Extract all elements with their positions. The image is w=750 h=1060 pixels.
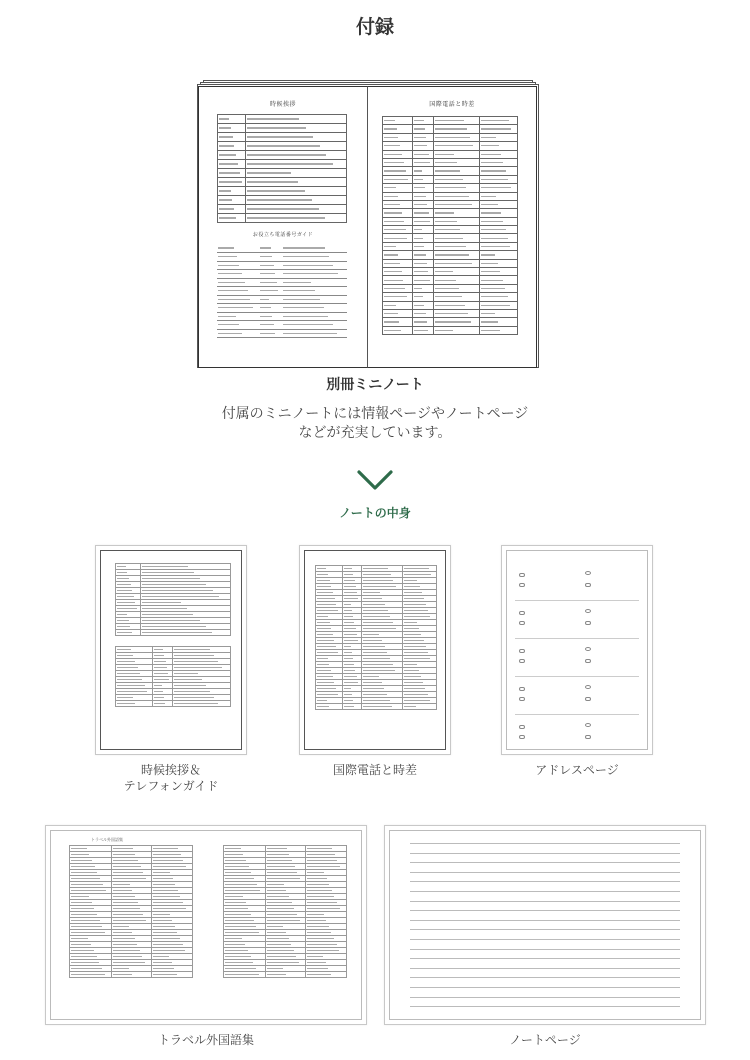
caption-greeting-line-2: テレフォンガイド <box>123 779 219 793</box>
thumbnail-international-table <box>315 565 437 710</box>
phone-icon <box>585 723 591 727</box>
page-title: 付録 <box>355 16 394 38</box>
thumbnail-travel <box>45 825 367 1025</box>
international-row <box>383 318 518 326</box>
greeting-row <box>218 133 347 142</box>
description-line-2: などが充実しています。 <box>298 425 452 441</box>
ruled-line <box>410 939 680 940</box>
ruled-line <box>410 1006 680 1007</box>
greeting-row <box>116 630 231 636</box>
international-row <box>383 192 518 200</box>
greeting-row <box>218 205 347 214</box>
chevron-down-icon <box>357 470 393 492</box>
phone-row <box>217 304 347 313</box>
travel-table-right <box>223 845 347 978</box>
mail-icon <box>519 621 525 625</box>
contact-icon <box>585 697 591 701</box>
phrase-row <box>70 972 193 978</box>
description-line-1: 付属のミニノートには情報ページやノートページ <box>221 406 529 422</box>
phone-icon <box>585 685 591 689</box>
thumbnail-international <box>299 545 451 755</box>
phone-guide-table <box>217 244 347 338</box>
left-page-title: 時候挨拶 <box>269 101 296 108</box>
thumbnail-greeting <box>95 545 247 755</box>
caption-travel: トラベル外国語集 <box>157 1033 254 1047</box>
thumbnail-notes-page <box>389 830 701 1020</box>
phone-row <box>217 295 347 304</box>
phone-icon <box>585 609 591 613</box>
main-caption: 別冊ミニノート <box>326 377 424 393</box>
mail-icon <box>519 697 525 701</box>
notebook-right-page <box>367 86 537 368</box>
right-page-title: 国際電話と時差 <box>429 101 475 108</box>
greeting-row <box>218 160 347 169</box>
greeting-row <box>218 187 347 196</box>
ruled-line <box>410 958 680 959</box>
home-icon <box>519 725 525 729</box>
contact-icon <box>585 621 591 625</box>
international-row <box>383 142 518 150</box>
greeting-row <box>218 142 347 151</box>
thumbnail-international-page <box>304 550 446 750</box>
international-row <box>316 704 437 710</box>
international-row <box>383 251 518 259</box>
ruled-line <box>410 949 680 950</box>
international-row <box>383 242 518 250</box>
international-row <box>383 133 518 141</box>
international-row <box>383 293 518 301</box>
international-row <box>383 209 518 217</box>
mail-icon <box>519 583 525 587</box>
caption-greeting <box>95 762 247 794</box>
phone-guide-title: お役立ち電話番号ガイド <box>252 232 314 238</box>
thumbnail-travel-page <box>50 830 362 1020</box>
greeting-row <box>218 115 347 124</box>
international-row <box>383 150 518 158</box>
mail-icon <box>519 659 525 663</box>
phone-row <box>217 321 347 330</box>
thumbnail-greeting-page <box>100 550 242 750</box>
ruled-line <box>410 872 680 873</box>
ruled-line <box>410 987 680 988</box>
greeting-row <box>218 178 347 187</box>
caption-greeting-line-1: 時候挨拶＆ <box>140 763 201 777</box>
phone-row <box>217 244 347 253</box>
international-row <box>383 259 518 267</box>
international-row <box>383 184 518 192</box>
ruled-line <box>410 891 680 892</box>
international-row <box>383 175 518 183</box>
international-row <box>383 284 518 292</box>
phone-row <box>116 701 231 707</box>
greeting-table <box>217 114 347 223</box>
international-row <box>383 217 518 225</box>
thumbnail-address-page <box>506 550 648 750</box>
caption-notes: ノートページ <box>509 1033 581 1047</box>
home-icon <box>519 649 525 653</box>
address-entry <box>515 675 639 715</box>
international-row <box>383 167 518 175</box>
description <box>0 405 750 443</box>
phone-row <box>217 270 347 279</box>
caption-international: 国際電話と時差 <box>332 763 417 777</box>
greeting-row <box>218 196 347 205</box>
phone-row <box>217 253 347 262</box>
open-notebook-illustration <box>195 76 541 368</box>
ruled-line <box>410 910 680 911</box>
phone-row <box>217 278 347 287</box>
travel-inner-title: トラベル外国語集 <box>91 837 123 842</box>
greeting-row <box>218 169 347 178</box>
contact-icon <box>585 583 591 587</box>
phone-row <box>217 261 347 270</box>
travel-table-left <box>69 845 193 978</box>
international-row <box>383 301 518 309</box>
international-row <box>383 158 518 166</box>
international-row <box>383 268 518 276</box>
international-row <box>383 234 518 242</box>
address-entry <box>515 713 639 750</box>
home-icon <box>519 611 525 615</box>
international-row <box>383 226 518 234</box>
greeting-row <box>218 124 347 133</box>
ruled-line <box>410 853 680 854</box>
thumbnail-address <box>501 545 653 755</box>
international-row <box>383 117 518 125</box>
phrase-row <box>224 972 347 978</box>
ruled-line <box>410 862 680 863</box>
ruled-line <box>410 929 680 930</box>
international-row <box>383 276 518 284</box>
ruled-line <box>410 920 680 921</box>
phone-row <box>217 329 347 338</box>
ruled-line <box>410 881 680 882</box>
ruled-line <box>410 968 680 969</box>
address-entry <box>515 599 639 639</box>
phone-row <box>217 312 347 321</box>
notebook-left-page <box>198 86 368 368</box>
international-row <box>383 200 518 208</box>
home-icon <box>519 573 525 577</box>
address-entry <box>515 561 639 601</box>
caption-address: アドレスページ <box>535 763 619 777</box>
address-entry <box>515 637 639 677</box>
ruled-line <box>410 997 680 998</box>
contact-icon <box>585 735 591 739</box>
contact-icon <box>585 659 591 663</box>
phone-icon <box>585 647 591 651</box>
international-row <box>383 125 518 133</box>
ruled-line <box>410 901 680 902</box>
international-call-table <box>382 116 518 335</box>
greeting-row <box>218 214 347 223</box>
thumbnail-phone-table <box>115 646 231 707</box>
international-row <box>383 326 518 334</box>
thumbnail-greeting-table <box>115 563 231 636</box>
phone-icon <box>585 571 591 575</box>
mail-icon <box>519 735 525 739</box>
international-row <box>383 309 518 317</box>
ruled-line <box>410 977 680 978</box>
greeting-row <box>218 151 347 160</box>
phone-row <box>217 287 347 296</box>
home-icon <box>519 687 525 691</box>
thumbnail-notes <box>384 825 706 1025</box>
ruled-line <box>410 843 680 844</box>
section-label: ノートの中身 <box>339 506 411 520</box>
